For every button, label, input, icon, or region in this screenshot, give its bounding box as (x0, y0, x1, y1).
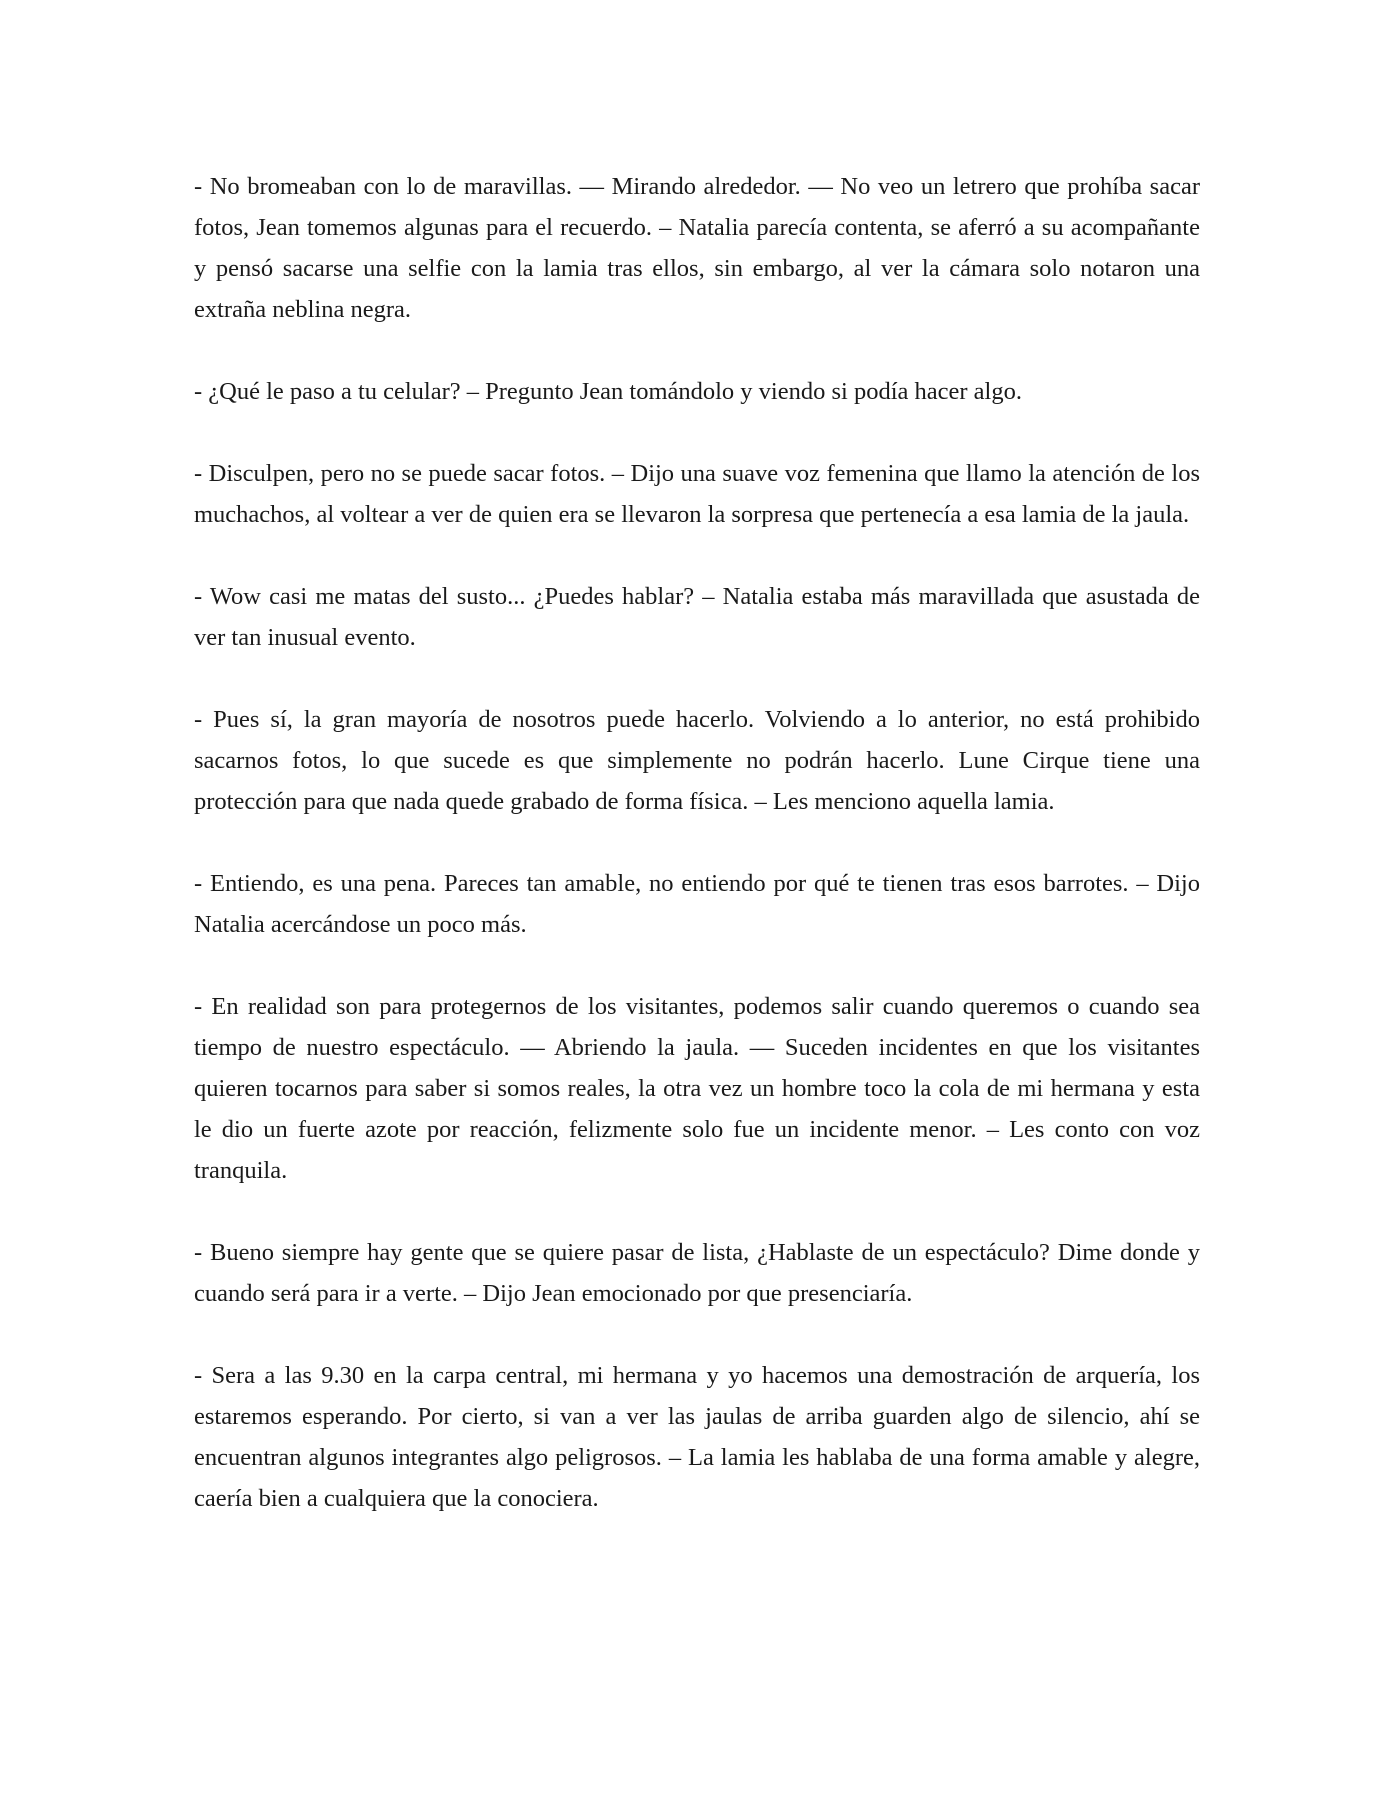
paragraph-8: - Bueno siempre hay gente que se quiere pasar de lista, ¿Hablaste de un espectáculo? Dime donde y cuando será para ir a verte. – Dijo Jean emocionado por que presenciaría. (194, 1239, 1200, 1307)
paragraph-5: - Pues sí, la gran mayoría de nosotros puede hacerlo. Volviendo a lo anterior, no está prohibido sacarnos fotos, lo que sucede es que simplemente no podrán hacerlo. Lune Cirque tiene una protección para que nada quede grabado de forma física. – Les menciono aquella lamia. (194, 706, 1200, 815)
paragraph-2: - ¿Qué le paso a tu celular? – Pregunto Jean tomándolo y viendo si podía hacer algo. (194, 378, 1022, 405)
document-body (194, 166, 1200, 1560)
paragraph-3: - Disculpen, pero no se puede sacar fotos. – Dijo una suave voz femenina que llamo la atención de los muchachos, al voltear a ver de quien era se llevaron la sorpresa que pertenecía a esa lamia de la jaula. (194, 460, 1200, 528)
paragraph-7: - En realidad son para protegernos de los visitantes, podemos salir cuando queremos o cuando sea tiempo de nuestro espectáculo. — Abriendo la jaula. — Suceden incidentes en que los visitantes quieren tocarnos para saber si somos reales, la otra vez un hombre toco la cola de mi hermana y esta le dio un fuerte azote por reacción, felizmente solo fue un incidente menor. – Les conto con voz tranquila. (194, 993, 1200, 1184)
paragraph-6: - Entiendo, es una pena. Pareces tan amable, no entiendo por qué te tienen tras esos barrotes. – Dijo Natalia acercándose un poco más. (194, 870, 1200, 938)
paragraph-9: - Sera a las 9.30 en la carpa central, mi hermana y yo hacemos una demostración de arquería, los estaremos esperando. Por cierto, si van a ver las jaulas de arriba guarden algo de silencio, ahí se encuentran algunos integrantes algo peligrosos. – La lamia les hablaba de una forma amable y alegre, caería bien a cualquiera que la conociera. (194, 1362, 1200, 1512)
paragraph-4: - Wow casi me matas del susto... ¿Puedes hablar? – Natalia estaba más maravillada que asustada de ver tan inusual evento. (194, 583, 1200, 651)
paragraph-1: - No bromeaban con lo de maravillas. — Mirando alrededor. — No veo un letrero que prohíba sacar fotos, Jean tomemos algunas para el recuerdo. – Natalia parecía contenta, se aferró a su acompañante y pensó sacarse una selfie con la lamia tras ellos, sin embargo, al ver la cámara solo notaron una extraña neblina negra. (194, 173, 1200, 323)
